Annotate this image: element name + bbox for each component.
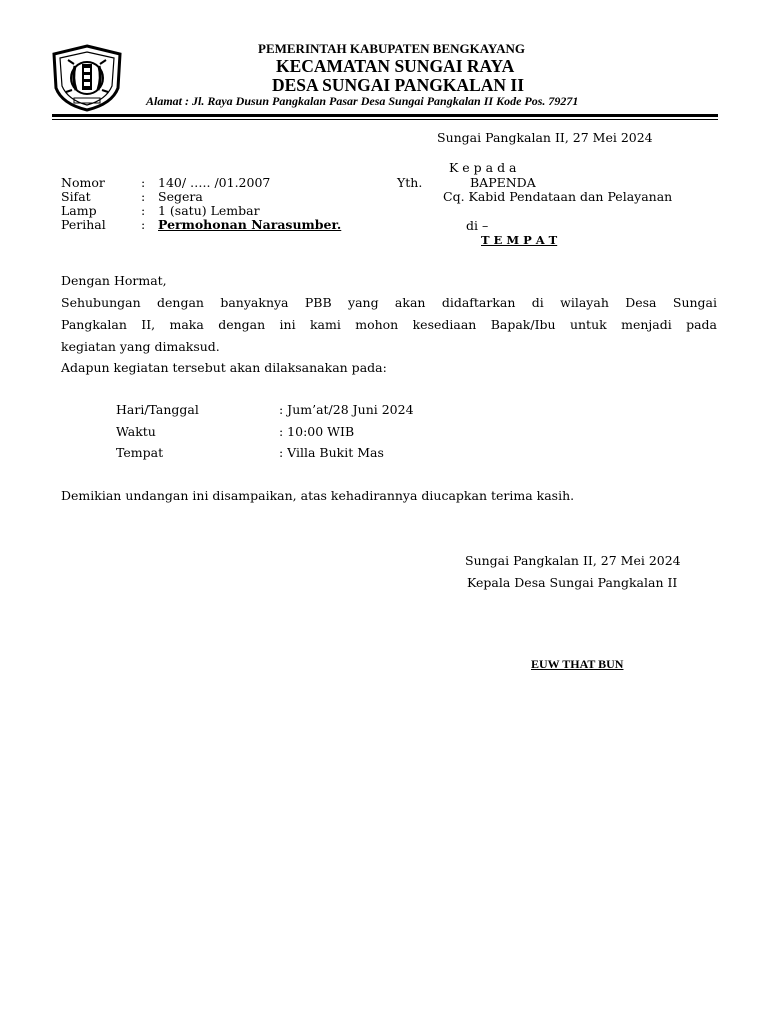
closing-paragraph: Demikian undangan ini disampaikan, atas kehadirannya diucapkan terima kasih. xyxy=(61,488,575,503)
signature-title: Kepala Desa Sungai Pangkalan II xyxy=(467,575,678,590)
paragraph-line-2: Pangkalan II, maka dengan ini kami mohon kesediaan Bapak/Ibu untuk menjadi pada xyxy=(61,317,717,332)
paragraph-2: Adapun kegiatan tersebut akan dilaksanakan pada: xyxy=(61,360,387,375)
meta-label-perihal: Perihal xyxy=(61,217,106,232)
letterhead-government: PEMERINTAH KABUPATEN BENGKAYANG xyxy=(258,41,526,56)
letterhead-rule-thick xyxy=(52,114,718,117)
greeting: Dengan Hormat, xyxy=(61,273,167,288)
signature-place-date: Sungai Pangkalan II, 27 Mei 2024 xyxy=(465,553,681,568)
detail-label-time: Waktu xyxy=(116,424,156,439)
letterhead-village: DESA SUNGAI PANGKALAN II xyxy=(272,75,525,95)
detail-value-time: : 10:00 WIB xyxy=(279,424,355,439)
signature-name: EUW THAT BUN xyxy=(531,657,624,671)
detail-label-place: Tempat xyxy=(116,445,164,460)
recipient-yth: Yth. xyxy=(397,175,423,190)
recipient-kepada: K e p a d a xyxy=(449,160,517,175)
recipient-cq: Cq. Kabid Pendataan dan Pelayanan xyxy=(443,189,673,204)
meta-label-sifat: Sifat xyxy=(61,189,91,204)
detail-label-date: Hari/Tanggal xyxy=(116,402,199,417)
regency-emblem-logo xyxy=(50,44,124,112)
meta-sep-sifat: : xyxy=(141,189,146,204)
detail-value-date: : Jum’at/28 Juni 2024 xyxy=(279,402,414,417)
letterhead-rule-thin xyxy=(52,119,718,120)
paragraph-line-3: kegiatan yang dimaksud. xyxy=(61,339,220,354)
letterhead-address: Alamat : Jl. Raya Dusun Pangkalan Pasar Desa Sungai Pangkalan II Kode Pos. 79271 xyxy=(146,94,579,108)
letter-date: Sungai Pangkalan II, 27 Mei 2024 xyxy=(437,130,653,145)
meta-label-nomor: Nomor xyxy=(61,175,105,190)
recipient-name: BAPENDA xyxy=(470,175,536,190)
meta-value-lamp: 1 (satu) Lembar xyxy=(158,203,260,218)
letterhead-district: KECAMATAN SUNGAI RAYA xyxy=(276,56,515,76)
recipient-di: di – xyxy=(466,218,489,233)
meta-value-nomor: 140/ ….. /01.2007 xyxy=(158,175,271,190)
meta-value-perihal: Permohonan Narasumber. xyxy=(158,217,342,232)
meta-sep-perihal: : xyxy=(141,217,146,232)
meta-value-sifat: Segera xyxy=(158,189,203,204)
detail-value-place: : Villa Bukit Mas xyxy=(279,445,384,460)
meta-sep-nomor: : xyxy=(141,175,146,190)
recipient-tempat: T E M P A T xyxy=(481,233,558,247)
paragraph-line-1: Sehubungan dengan banyaknya PBB yang akan didaftarkan di wilayah Desa Sungai xyxy=(61,295,717,310)
meta-label-lamp: Lamp xyxy=(61,203,97,218)
meta-sep-lamp: : xyxy=(141,203,146,218)
